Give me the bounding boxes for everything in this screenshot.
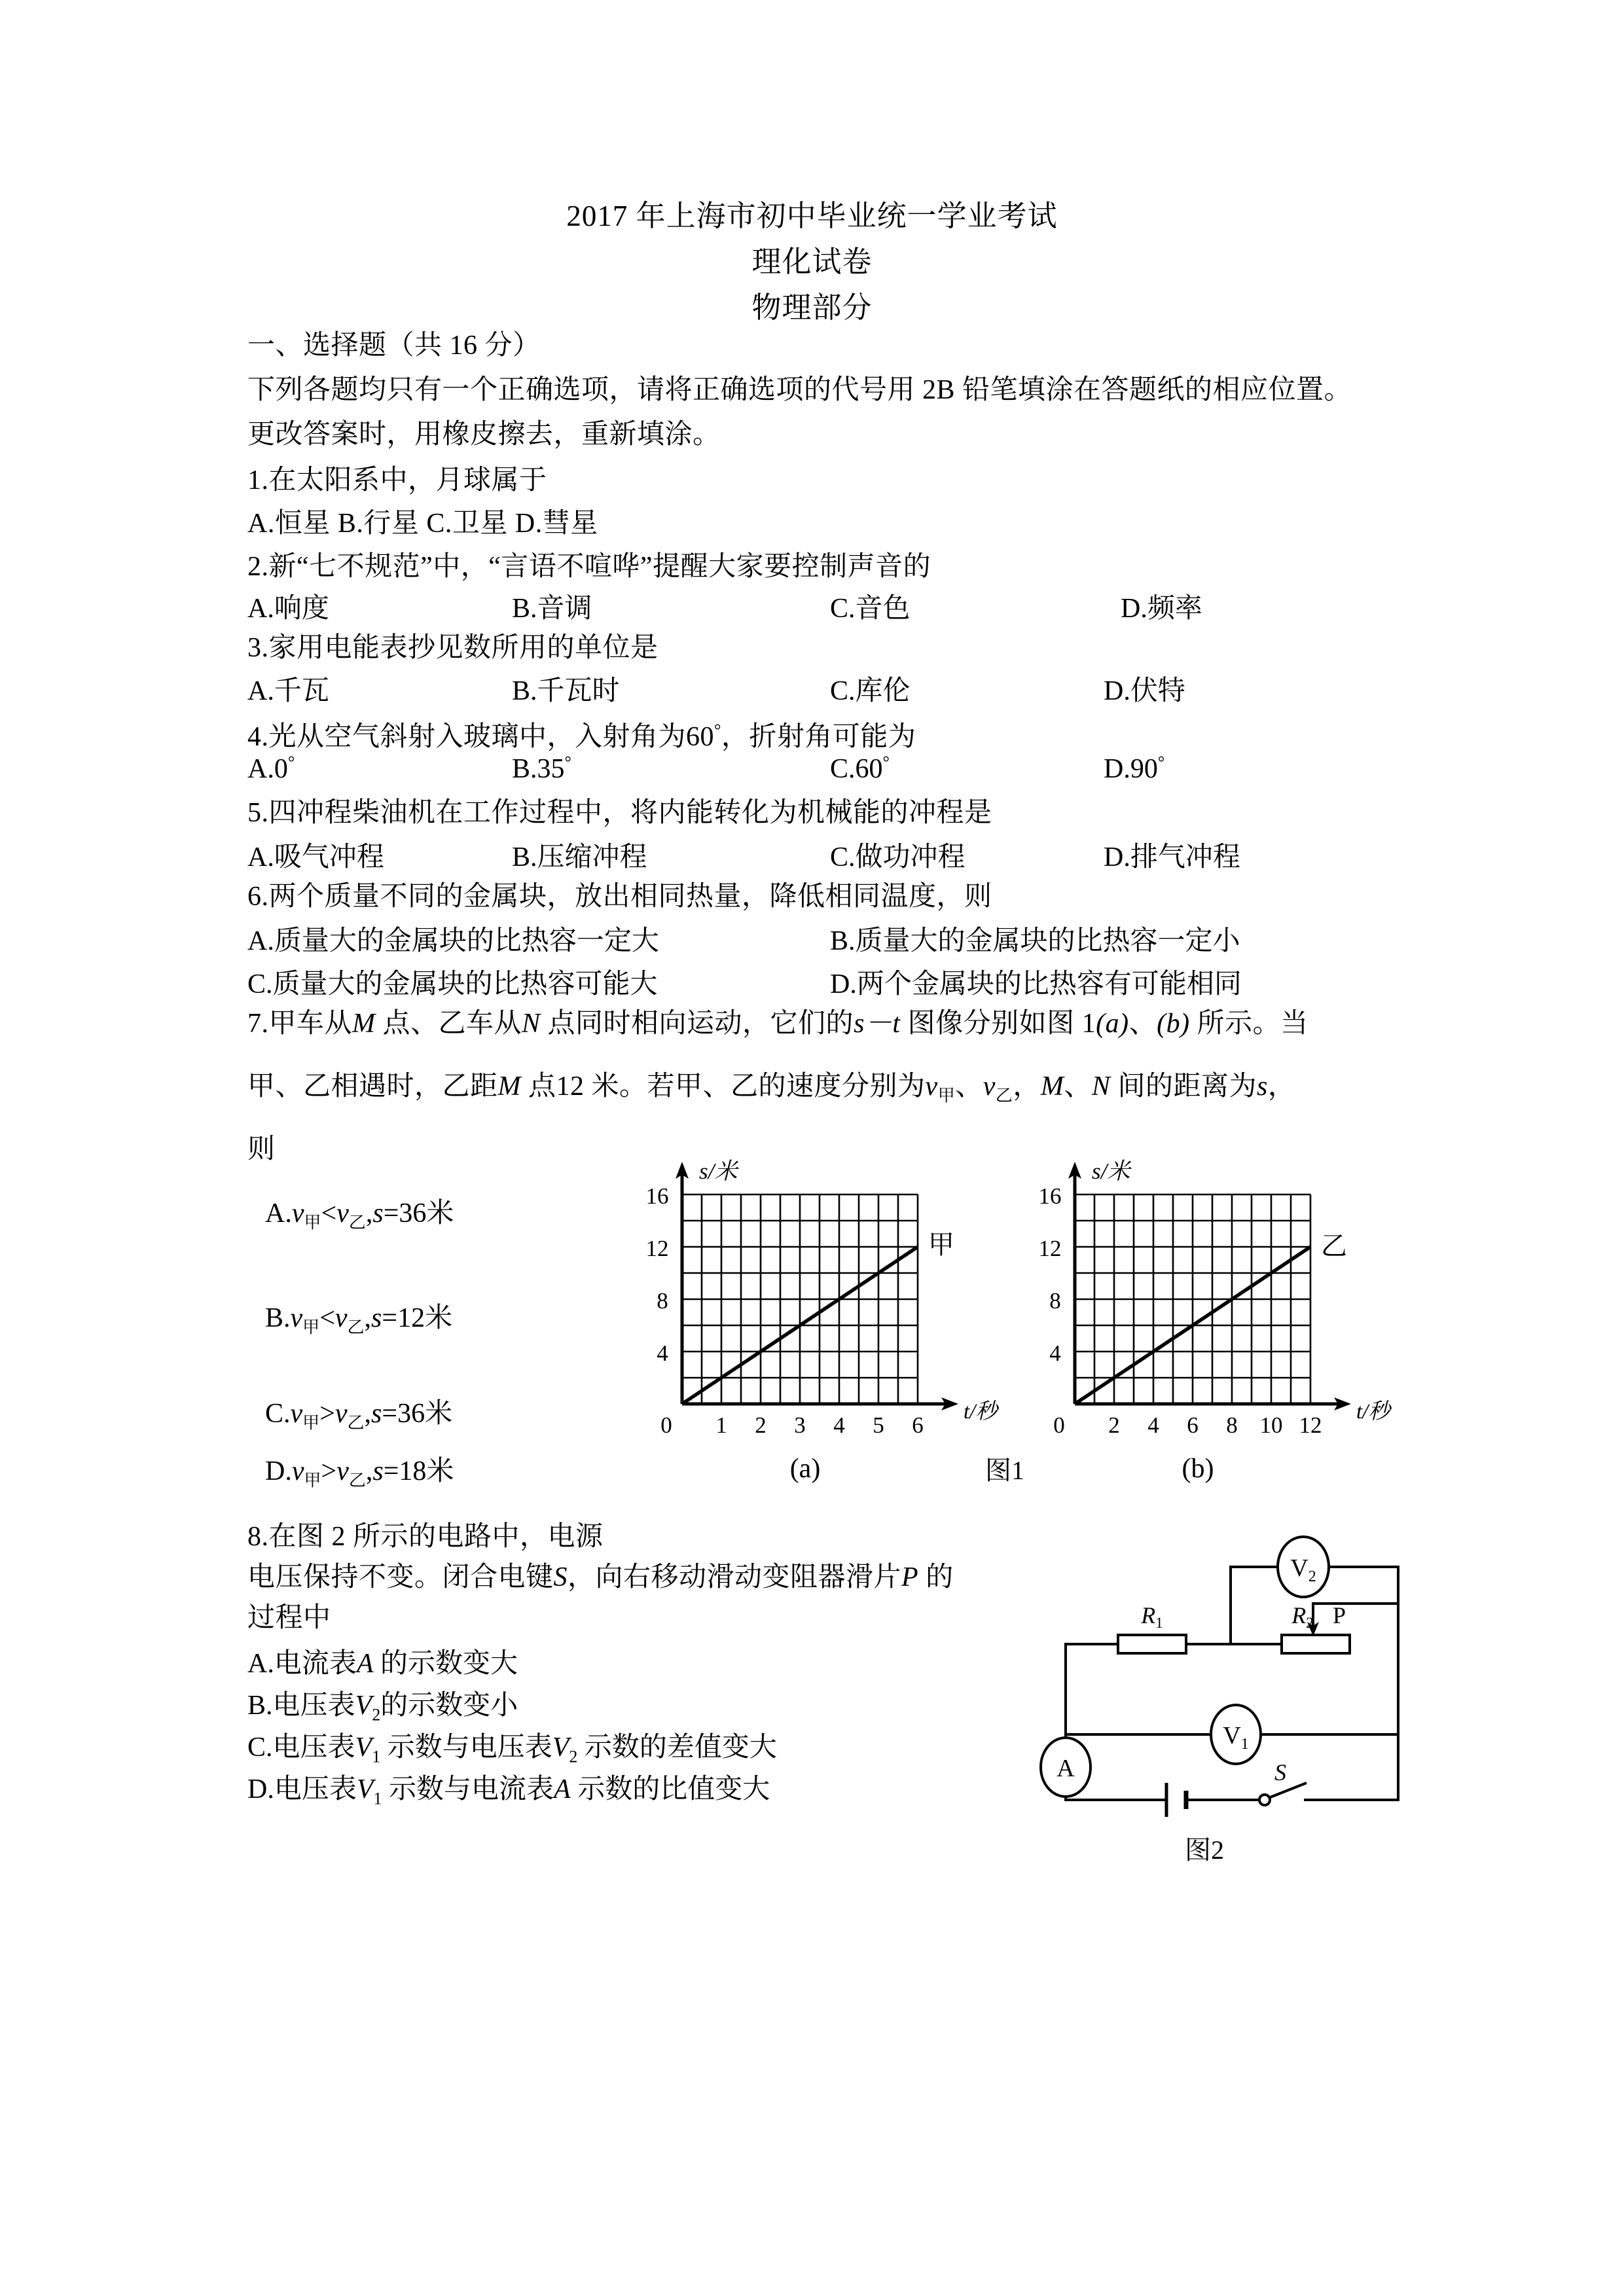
y-axis-label-b: s/米	[1092, 1158, 1130, 1184]
series-label-yi: 乙	[1321, 1231, 1347, 1261]
q7-text: 、	[1128, 1009, 1157, 1039]
question-4-option-b[interactable]	[512, 753, 571, 785]
question-3-option-a[interactable]: A.千瓦	[247, 676, 329, 706]
subscript-2: 2	[569, 1747, 578, 1767]
degree-sign: °	[882, 753, 890, 772]
question-5-option-a[interactable]: A.吸气冲程	[247, 842, 384, 872]
resistor-r1-label: R1	[1141, 1602, 1163, 1631]
option-letter: B.	[247, 1691, 273, 1721]
subscript-2: 2	[372, 1705, 381, 1725]
symbol-V: V	[356, 1774, 374, 1804]
symbol-v: v	[334, 1303, 348, 1333]
q8-text: 示数与电压表	[380, 1732, 552, 1763]
unit-label: 米	[426, 1198, 454, 1229]
question-2-option-b[interactable]: B.音调	[512, 594, 592, 624]
question-6-option-c[interactable]: C.质量大的金属块的比热容可能大	[247, 969, 658, 999]
figure-2-circuit	[1015, 1518, 1434, 1826]
q7-text: ，	[1267, 1071, 1296, 1102]
symbol-v: v	[336, 1456, 349, 1486]
y-tick-12-b: 12	[1038, 1236, 1062, 1261]
subscript-1: 1	[373, 1789, 382, 1808]
q7-text: 、	[1064, 1071, 1092, 1102]
subscript-yi: 乙	[995, 1086, 1013, 1105]
subscript-jia: 甲	[302, 1318, 320, 1337]
question-4-stem-part-c: ，折射角可能为	[721, 722, 916, 752]
switch-pivot-contact[interactable]	[1259, 1795, 1270, 1805]
question-4-option-d[interactable]	[1104, 753, 1164, 785]
question-7-stem-line-2	[247, 1068, 1295, 1114]
question-6-option-a[interactable]: A.质量大的金属块的比热容一定大	[247, 926, 659, 956]
symbol-v: v	[925, 1071, 938, 1102]
section-heading: 一、选择题（共 16 分）	[247, 331, 541, 361]
symbol-V: V	[355, 1691, 372, 1721]
equals-sign: =	[383, 1456, 399, 1486]
symbol-v: v	[983, 1071, 996, 1102]
symbol-N: N	[522, 1009, 541, 1039]
symbol-s: s	[372, 1198, 384, 1229]
x-tick-12-b: 12	[1299, 1412, 1322, 1438]
q8-text: 示数的差值变大	[577, 1732, 777, 1763]
q8-text: 示数与电流表	[382, 1774, 554, 1804]
figure-1-caption: 图1	[985, 1456, 1024, 1485]
q7-text: 点、乙车从	[375, 1009, 522, 1039]
question-3-option-b[interactable]: B.千瓦时	[512, 676, 620, 706]
origin-label-b: 0	[1053, 1412, 1065, 1438]
series-label-jia: 甲	[928, 1230, 954, 1259]
question-1-options: A.恒星 B.行星 C.卫星 D.彗星	[247, 509, 598, 539]
question-2-stem: 2.新“七不规范”中，“言语不喧哗”提醒大家要控制声音的	[247, 552, 931, 582]
circuit-wires	[1066, 1567, 1398, 1800]
y-tick-4-a: 4	[657, 1340, 668, 1366]
y-axis-label-a: s/米	[699, 1158, 738, 1184]
subscript-jia: 甲	[304, 1471, 321, 1490]
q8-text: 的示数变小	[380, 1691, 518, 1721]
x-tick-2-b: 2	[1108, 1412, 1120, 1438]
question-7-option-a[interactable]: $A.v_甲<v_乙,s=36$米	[265, 1198, 454, 1232]
q7-text: 点同时相向运动，它们的	[540, 1009, 854, 1039]
x-tick-3-a: 3	[794, 1412, 806, 1438]
relation-operator: >	[319, 1399, 335, 1429]
x-tick-1-a: 1	[715, 1412, 727, 1438]
symbol-A: A	[356, 1649, 374, 1679]
x-tick-6-a: 6	[912, 1412, 924, 1438]
question-4-stem	[247, 712, 916, 755]
instruction-line-2: 更改答案时，用橡皮擦去，重新填涂。	[247, 420, 721, 450]
graph-panel-b	[1039, 1158, 1394, 1484]
degree-sign: °	[564, 753, 571, 772]
option-value: 35	[537, 754, 565, 784]
symbol-s: s	[371, 1399, 382, 1429]
exam-title-line-1: 2017 年上海市初中毕业统一学业考试	[566, 200, 1058, 232]
figure-2-caption: 图2	[1185, 1835, 1224, 1865]
ammeter-label: A	[1056, 1755, 1075, 1782]
question-8-stem-line-3: 过程中	[247, 1603, 331, 1633]
question-1-stem: 1.在太阳系中，月球属于	[247, 465, 547, 495]
symbol-s: s	[372, 1456, 384, 1486]
question-6-option-d[interactable]: D.两个金属块的比热容有可能相同	[830, 969, 1242, 999]
question-3-option-c[interactable]: C.库伦	[830, 676, 911, 706]
option-value: 90	[1130, 754, 1158, 784]
question-5-stem: 5.四冲程柴油机在工作过程中，将内能转化为机械能的冲程是	[247, 798, 992, 828]
y-tick-16-a: 16	[645, 1183, 669, 1209]
question-2-option-c[interactable]: C.音色	[830, 594, 911, 624]
symbol-v: v	[334, 1399, 348, 1429]
q8-text: 的示数变大	[373, 1649, 518, 1679]
figure-1-svg	[641, 1155, 1427, 1496]
distance-value: 36	[397, 1399, 425, 1429]
distance-value: 36	[399, 1198, 427, 1229]
question-8-option-a[interactable]	[247, 1641, 518, 1681]
symbol-v: v	[290, 1303, 303, 1333]
exam-title-line-2: 理化试卷	[751, 245, 873, 278]
q7-text: ，	[1013, 1071, 1041, 1102]
question-8-option-b[interactable]	[247, 1683, 518, 1725]
subscript-jia: 甲	[304, 1213, 321, 1232]
question-4-option-c[interactable]	[830, 753, 890, 785]
question-7-option-b[interactable]: $B.v_甲<v_乙,s=12$米	[265, 1303, 453, 1337]
x-tick-6-b: 6	[1187, 1412, 1199, 1438]
subscript-jia: 甲	[937, 1086, 956, 1105]
exam-title-line-3: 物理部分	[751, 291, 873, 324]
option-letter: C.	[247, 1732, 273, 1763]
unit-label: 米	[425, 1399, 453, 1429]
q7-text: 、	[955, 1071, 983, 1102]
figure-2-svg	[1015, 1518, 1434, 1826]
question-8-stem-line-1: 8.在图 2 所示的电路中，电源	[247, 1522, 604, 1552]
relation-operator: <	[321, 1198, 337, 1229]
panel-caption-b: (b)	[1182, 1454, 1214, 1484]
subscript-jia: 甲	[302, 1413, 320, 1433]
title-block	[0, 193, 1624, 331]
option-letter: A.	[265, 1198, 292, 1229]
x-tick-5-a: 5	[873, 1412, 884, 1438]
symbol-v: v	[336, 1198, 349, 1229]
y-tick-8-a: 8	[657, 1288, 668, 1314]
symbol-N: N	[1091, 1071, 1111, 1102]
option-letter: C.	[265, 1399, 291, 1429]
relation-operator: >	[321, 1456, 337, 1486]
relation-operator: <	[319, 1303, 335, 1333]
symbol-V: V	[552, 1732, 569, 1763]
x-tick-8-b: 8	[1226, 1412, 1238, 1438]
degree-sign: °	[714, 721, 721, 740]
subscript-1: 1	[372, 1747, 381, 1767]
symbol-M: M	[1040, 1071, 1064, 1102]
y-tick-12-a: 12	[645, 1236, 669, 1261]
question-4-option-a[interactable]	[247, 753, 295, 785]
question-2-option-a[interactable]: A.响度	[247, 594, 329, 624]
question-8-option-c[interactable]	[247, 1725, 777, 1767]
y-tick-8-b: 8	[1049, 1288, 1061, 1314]
question-7-option-d[interactable]: $D.v_甲>v_乙,s=18$米	[265, 1456, 454, 1490]
panel-caption-a: (a)	[789, 1454, 821, 1484]
option-letter: A.	[247, 754, 274, 784]
question-7-stem-line-3: 则	[247, 1134, 276, 1164]
graph-panel-a	[646, 1158, 1001, 1484]
question-3-option-d[interactable]: D.伏特	[1104, 676, 1185, 706]
slider-p-label: P	[1332, 1602, 1346, 1628]
question-6-stem: 6.两个质量不同的金属块，放出相同热量，降低相同温度，则	[247, 882, 992, 912]
x-tick-4-b: 4	[1147, 1412, 1159, 1438]
subscript-yi: 乙	[347, 1413, 365, 1433]
subscript-yi: 乙	[348, 1213, 366, 1232]
option-letter: A.	[247, 1649, 274, 1679]
voltmeter-v1-label: $V_1$	[1223, 1722, 1249, 1753]
q7-text: 间的距离为	[1110, 1071, 1257, 1102]
q8-text: 电压表	[274, 1774, 357, 1804]
question-2-option-d[interactable]: D.频率	[1121, 594, 1202, 624]
degree-sign: °	[1157, 753, 1165, 772]
distance-value: 18	[399, 1456, 427, 1486]
x-tick-10-b: 10	[1259, 1412, 1283, 1438]
instruction-line-1: 下列各题均只有一个正确选项，请将正确选项的代号用 2B 铅笔填涂在答题纸的相应位置。	[247, 375, 1352, 405]
equals-sign: =	[382, 1399, 398, 1429]
q7-text: 甲、乙相遇时，乙距	[247, 1071, 498, 1102]
y-tick-4-b: 4	[1049, 1340, 1061, 1366]
option-letter: D.	[1104, 754, 1130, 784]
resistor-r1	[1118, 1635, 1186, 1653]
x-tick-2-a: 2	[755, 1412, 767, 1438]
subscript-yi: 乙	[348, 1471, 366, 1490]
symbol-v: v	[290, 1399, 303, 1429]
option-letter: B.	[512, 754, 537, 784]
rheostat-r2	[1282, 1635, 1350, 1653]
q8-text: 电流表	[274, 1649, 357, 1679]
option-value: 0	[274, 754, 288, 784]
question-7-stem-line-1	[247, 1005, 1308, 1042]
degree-sign: °	[287, 753, 295, 772]
q7-text: 点12 米。若甲、乙的速度分别为	[521, 1071, 926, 1102]
question-7-option-c[interactable]: $C.v_甲>v_乙,s=36$米	[265, 1399, 453, 1433]
question-4-stem-part-a: 4.光从空气斜射入玻璃中，入射角为60	[247, 722, 715, 752]
grid-lines-b	[1075, 1194, 1310, 1404]
symbol-M: M	[352, 1009, 376, 1039]
q7-text: 7.甲车从	[247, 1009, 353, 1039]
distance-value: 12	[397, 1303, 425, 1333]
question-5-option-d[interactable]: D.排气冲程	[1104, 842, 1240, 872]
figure-1-st-graphs	[641, 1155, 1427, 1496]
symbol-P: P	[901, 1562, 919, 1592]
question-3-stem: 3.家用电能表抄见数所用的单位是	[247, 633, 659, 663]
unit-label: 米	[425, 1303, 453, 1333]
subscript-yi: 乙	[347, 1318, 365, 1337]
rheostat-r2-label: R2	[1291, 1602, 1314, 1631]
symbol-M: M	[497, 1071, 522, 1102]
option-letter: D.	[247, 1774, 274, 1804]
symbol-v: v	[291, 1198, 304, 1229]
question-8-option-d[interactable]	[247, 1767, 770, 1808]
symbol-A: A	[554, 1774, 571, 1804]
question-5-option-c[interactable]: C.做功冲程	[830, 842, 965, 872]
grid-lines-a	[682, 1194, 918, 1404]
q7-text: 图像分别如图 1	[900, 1009, 1096, 1039]
x-tick-4-a: 4	[833, 1412, 845, 1438]
option-value: 60	[855, 754, 883, 784]
x-axis-label-a: t/秒	[964, 1400, 998, 1424]
symbol-s: s	[1256, 1071, 1268, 1102]
q8-text: 示数的比值变大	[570, 1774, 770, 1804]
question-8-stem-line-2	[247, 1559, 954, 1596]
x-axis-label-b: t/秒	[1356, 1400, 1390, 1424]
q8-text: 电压表	[272, 1691, 355, 1721]
symbol-V: V	[355, 1732, 372, 1763]
q8-text: 的	[918, 1562, 954, 1592]
option-letter: C.	[830, 754, 856, 784]
q7-text: 所示。当	[1189, 1009, 1308, 1039]
symbol-s-t: s－t	[854, 1009, 901, 1039]
option-letter: B.	[265, 1303, 291, 1333]
symbol-S: S	[553, 1562, 568, 1592]
panel-ref-a: (a)	[1096, 1009, 1129, 1039]
symbol-v: v	[291, 1456, 304, 1486]
y-tick-16-b: 16	[1038, 1183, 1062, 1209]
option-letter: D.	[265, 1456, 292, 1486]
q8-text: 电压表	[272, 1732, 355, 1763]
unit-label: 米	[426, 1456, 454, 1486]
q8-text: ，向右移动滑动变阻器滑片	[568, 1562, 902, 1592]
question-6-option-b[interactable]: B.质量大的金属块的比热容一定小	[830, 926, 1240, 956]
equals-sign: =	[382, 1303, 398, 1333]
switch-s-label: S	[1274, 1759, 1286, 1785]
symbol-s: s	[371, 1303, 382, 1333]
equals-sign: =	[383, 1198, 399, 1229]
origin-label-a: 0	[660, 1412, 672, 1438]
voltmeter-v2-label: $V_2$	[1290, 1554, 1316, 1585]
q8-text: 电压保持不变。闭合电键	[247, 1562, 554, 1592]
question-5-option-b[interactable]: B.压缩冲程	[512, 842, 647, 872]
panel-ref-b: (b)	[1157, 1009, 1190, 1039]
